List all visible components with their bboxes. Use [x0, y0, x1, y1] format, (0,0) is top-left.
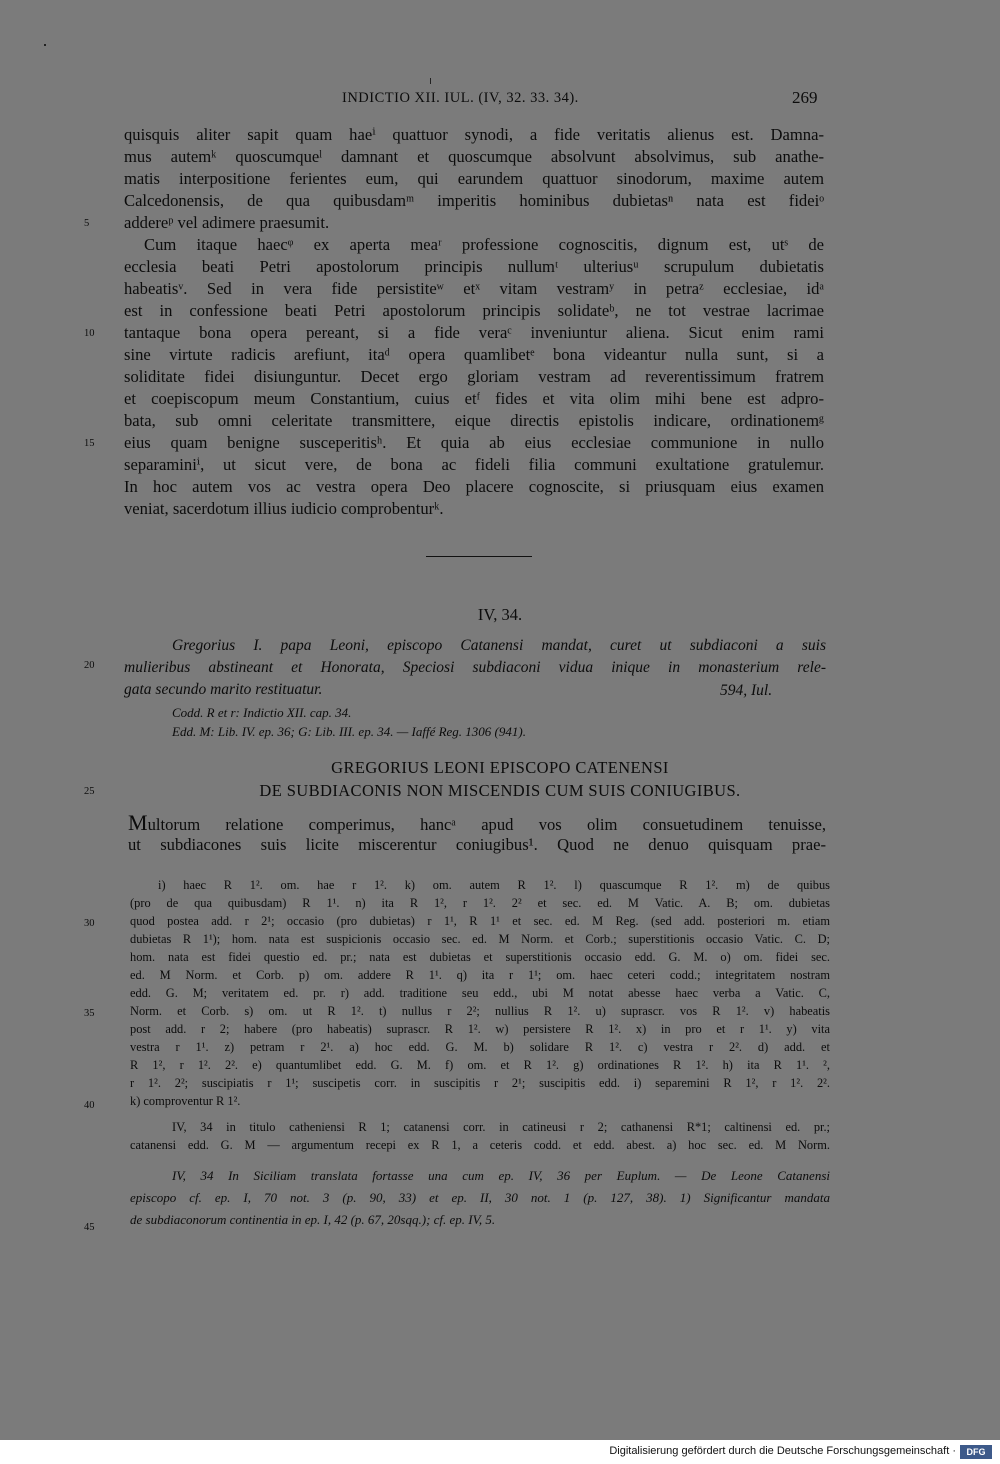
historical-note-line: de subdiaconorum continentia in ep. I, 42 (p. 67, 20sqq.); cf. ep. IV, 5. — [130, 1212, 496, 1227]
body-line: addereᵖ vel adimere praesumit. — [124, 213, 330, 232]
footnote-line: IV, 34 in titulo catheniensi R 1; catanensi corr. in catineusi r 2; cathanensi R*1; caltinensi ed. pr.; — [172, 1120, 830, 1134]
digitization-footer — [0, 1440, 1000, 1464]
dfg-logo: DFG — [960, 1445, 992, 1459]
letter-text-rest: ultorum relatione comperimus, hancᵃ apud vos olim consuetudinem tenuisse, — [147, 815, 826, 834]
body-line: sine virtute radicis arefiunt, itaᵈ opera quamlibetᵉ bona videantur nulla sunt, si a — [124, 345, 824, 364]
body-line: veniat, sacerdotum illius iudicio comprobenturᵏ. — [124, 499, 444, 518]
letter-summary-line: mulieribus abstineant et Honorata, Speciosi subdiaconi vidua inique in monasterium rele- — [124, 659, 826, 676]
footnote-line: i) haec R 1². om. hae r 1². k) om. autem R 1². l) quascumque R 1². m) de quibus — [158, 878, 830, 892]
body-line: bata, sub omni celeritate transmittere, eique directis epistolis indicare, ordinationemᵍ — [124, 411, 824, 430]
line-number: 45 — [84, 1222, 95, 1233]
footnote-line: dubietas R 1¹); hom. nata est suspicionis occasio sec. ed. M Norm. et Corb.; superstitionis occasio Vatic. C. D; — [130, 932, 830, 946]
line-number: 35 — [84, 1008, 95, 1019]
letter-text-line — [128, 812, 826, 836]
body-line: Cum itaque haecᵠ ex aperta meaʳ professione cognoscitis, dignum est, utˢ de — [144, 235, 824, 254]
footnote-line: k) comproventur R 1². — [130, 1094, 241, 1108]
body-line: matis interpositione ferientes eum, qui earundem quattuor sinodorum, maxime autem — [124, 169, 824, 188]
letter-summary-line: gata secundo marito restituatur. — [124, 681, 323, 698]
footnote-line: Norm. et Corb. s) om. ut R 1². t) nullus r 2²; nullius R 1². u) suprascr. vos R 1². v) habeatis — [130, 1004, 830, 1018]
scan-mark — [430, 78, 431, 84]
body-line: ecclesia beati Petri apostolorum principis nullumᵗ ulteriusᵘ scrupulum dubietatis — [124, 257, 824, 276]
page-header — [0, 90, 1000, 110]
letter-subtitle: DE SUBDIACONIS NON MISCENDIS CUM SUIS CONIUGIBUS. — [259, 781, 741, 800]
footnote-line: quod postea add. r 2¹; occasio (pro dubietas) r 1¹, R 1¹ et sec. ed. M Reg. (sed add. posteriori m. etiam — [130, 914, 830, 928]
line-number: 40 — [84, 1100, 95, 1111]
footnote-line: r 1². 2²; suscipiatis r 1¹; suscipetis corr. in suscipitis r 2¹; suscipitis edd. i) separemini R 1², r 1². 2². — [130, 1076, 830, 1090]
line-number: 10 — [84, 328, 95, 339]
body-line: Calcedonensis, de qua quibusdamᵐ imperitis hominibus dubietasⁿ nata est fideiᵒ — [124, 191, 824, 210]
running-title: INDICTIO XII. IUL. (IV, 32. 33. 34). — [342, 90, 579, 106]
body-line: soliditate fidei disiunguntur. Decet ergo gloriam vestram ad reverentissimum fratrem — [124, 367, 824, 386]
editions-line: Edd. M: Lib. IV. ep. 36; G: Lib. III. ep. 34. — Iaffé Reg. 1306 (941). — [172, 724, 526, 739]
historical-note-line: episcopo cf. ep. I, 70 not. 3 (p. 90, 33) et ep. II, 30 not. 1 (p. 127, 38). 1) Significantur mandata — [130, 1190, 830, 1205]
body-line: separaminiⁱ, ut sicut vere, de bona ac fideli filia communi exultatione gratulemur. — [124, 455, 824, 474]
body-line: tantaque bona opera pereant, si a fide veraᶜ inveniuntur aliena. Sicut enim rami — [124, 323, 824, 342]
body-line: mus autemᵏ quoscumqueˡ damnant et quoscumque absolvunt absolvimus, sub anathe- — [124, 147, 824, 166]
footnote-line: R 1², r 1². 2². e) quantumlibet edd. G. M. f) om. et R 1². g) ordinationes R 1². h) ita R 1¹. ², — [130, 1058, 830, 1072]
body-line: et coepiscopum meum Constantium, cuius etᶠ fides et vita olim mihi bene est adpro- — [124, 389, 824, 408]
initial-letter: M — [128, 810, 148, 835]
footnote-line: ed. M Norm. et Corb. p) om. addere R 1¹. q) ita r 1¹; om. haec ceteri codd.; integritatem nostram — [130, 968, 830, 982]
letter-date: 594, Iul. — [720, 682, 773, 699]
body-line: In hoc autem vos ac vestra opera Deo placere cognoscite, si priusquam eius examen — [124, 477, 824, 496]
footnote-line: hom. nata est fidei questio ed. pr.; nata est dubietas et superstitionis occasio edd. G. M. o) om. fidei sec. — [130, 950, 830, 964]
funding-credit: Digitalisierung gefördert durch die Deutsche Forschungsgemeinschaft · — [609, 1445, 956, 1457]
footnote-line: vestra r 1¹. z) petram r 2¹. a) hoc edd. G. M. b) solidare R 1². c) vestra r 2². d) add. et — [130, 1040, 830, 1054]
footnote-line: (pro de qua quibusdam) R 1¹. n) ita R 1², r 1². 2² et sec. ed. M Vatic. A. B; om. dubietas — [130, 896, 830, 910]
letter-title: GREGORIUS LEONI EPISCOPO CATENENSI — [331, 758, 669, 777]
historical-note-line: IV, 34 In Siciliam translata fortasse una cum ep. IV, 36 per Euplum. — De Leone Catanensi — [172, 1168, 830, 1183]
footnote-line: catanensi edd. G. M — argumentum recepi ex R 1, a ceteris codd. et edd. abest. a) hoc sec. ed. M Norm. — [130, 1138, 830, 1152]
line-number: 25 — [84, 786, 95, 797]
letter-text-line: ut subdiacones suis licite miscerentur coniugibus¹. Quod ne denuo quisquam prae- — [128, 835, 826, 854]
letter-summary-line: Gregorius I. papa Leoni, episcopo Catanensi mandat, curet ut subdiaconi a suis — [172, 637, 826, 654]
line-number: 5 — [84, 218, 90, 229]
letter-number: IV, 34. — [477, 605, 523, 624]
line-number: 20 — [84, 660, 95, 671]
body-line: est in confessione beati Petri apostolorum principis solidateᵇ, ne tot vestrae lacrimae — [124, 301, 824, 320]
footnote-line: post add. r 2; habere (pro habeatis) suprascr. R 1². w) persistere R 1². x) in pro et r 1¹. y) vita — [130, 1022, 830, 1036]
body-line: eius quam benigne susceperitisʰ. Et quia ab eius ecclesiae communione in nullo — [124, 433, 824, 452]
footnote-line: edd. G. M; veritatem ed. pr. r) add. traditione seu edd., ubi M notat abesse haec verba a Vatic. C, — [130, 986, 830, 1000]
scan-speck — [44, 44, 46, 46]
body-line: habeatisᵛ. Sed in vera fide persistiteʷ etˣ vitam vestramʸ in petraᶻ ecclesiae, idᵃ — [124, 279, 824, 298]
codices-line: Codd. R et r: Indictio XII. cap. 34. — [172, 705, 352, 720]
line-number: 15 — [84, 438, 95, 449]
line-number: 30 — [84, 918, 95, 929]
body-line: quisquis aliter sapit quam haeⁱ quattuor synodi, a fide veritatis alienus est. Damna- — [124, 125, 824, 144]
page-number: 269 — [792, 88, 818, 107]
section-divider — [426, 556, 532, 557]
